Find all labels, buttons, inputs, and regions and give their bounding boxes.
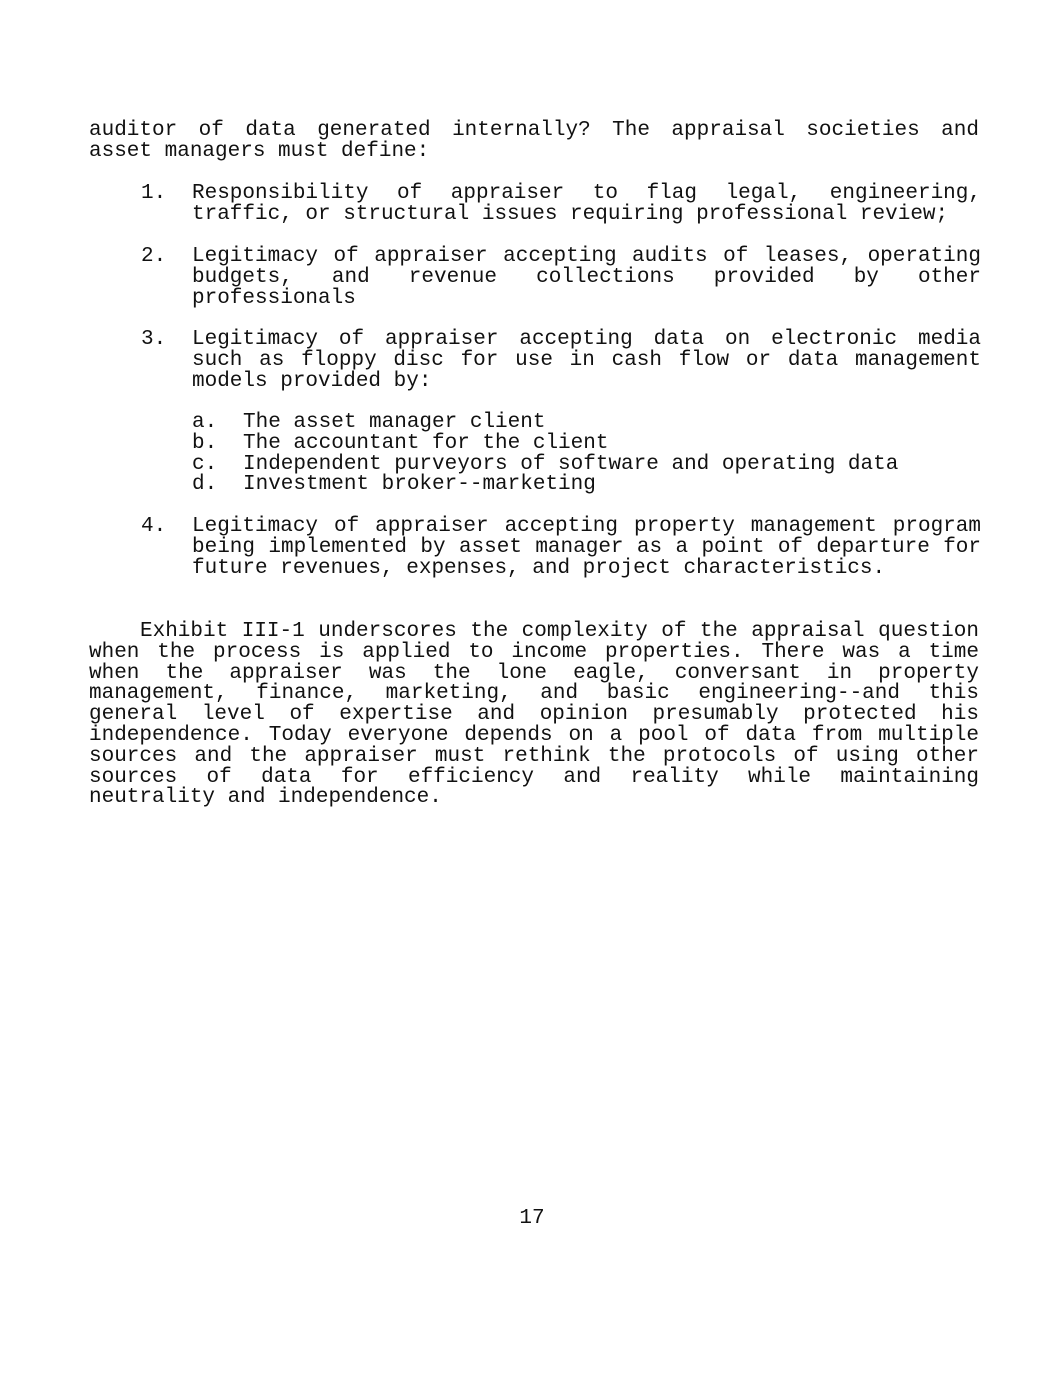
intro-paragraph: auditor of data generated internally? The appraisal societies and asset managers must define: [89, 119, 979, 163]
list-item-number: 3. [141, 328, 167, 351]
list-item-number: 2. [141, 245, 167, 268]
list-item-4 [141, 517, 981, 579]
sub-list-item-a [192, 413, 952, 434]
page-number: 17 [519, 1207, 545, 1230]
body-paragraph-text: Exhibit III-1 underscores the complexity of the appraisal question when the process is applied to income properties. There was a time when the appraiser was the lone eagle, conversant in property management, finance, marketing, and basic engineering--and this general level of expertise and opinion presumably protected his independence. Today everyone depends on a pool of data from multiple sources and the appraiser must rethink the protocols of using other sources of data for efficiency and reality while maintaining neutrality and independence. [89, 620, 979, 810]
sub-list [192, 413, 952, 496]
list-item-1 [141, 184, 981, 226]
sub-list-text: Investment broker--marketing [243, 473, 596, 497]
sub-list-item-d [192, 475, 952, 496]
sub-list-letter: d. [192, 473, 218, 497]
list-item-text: Legitimacy of appraiser accepting audits of leases, operating budgets, and revenue collections provided by other professionals [192, 245, 981, 310]
sub-list-letter: a. [192, 411, 218, 434]
list-item-number: 1. [141, 182, 167, 205]
sub-list-item-c [192, 452, 952, 476]
sub-list-text: Independent purveyors of software and operating data [243, 452, 899, 476]
sub-list-text: The asset manager client [243, 411, 546, 434]
sub-list-letter: c. [192, 452, 218, 476]
sub-list-letter: b. [192, 431, 218, 455]
sub-list-text: The accountant for the client [243, 431, 609, 455]
list-item-number: 4. [141, 515, 167, 538]
list-item-text: Legitimacy of appraiser accepting data on electronic media such as floppy disc for use in cash flow or data management models provided by: [192, 328, 981, 393]
body-paragraph [89, 622, 979, 809]
sub-list-item-b [192, 431, 952, 455]
list-item-2 [141, 247, 981, 309]
list-item-text: Responsibility of appraiser to flag legal, engineering, traffic, or structural issues requiring professional review; [192, 182, 981, 226]
list-item-text: Legitimacy of appraiser accepting property management program being implemented by asset manager as a point of departure for future revenues, expenses, and project characteristics. [192, 515, 981, 580]
list-item-3 [141, 330, 981, 392]
